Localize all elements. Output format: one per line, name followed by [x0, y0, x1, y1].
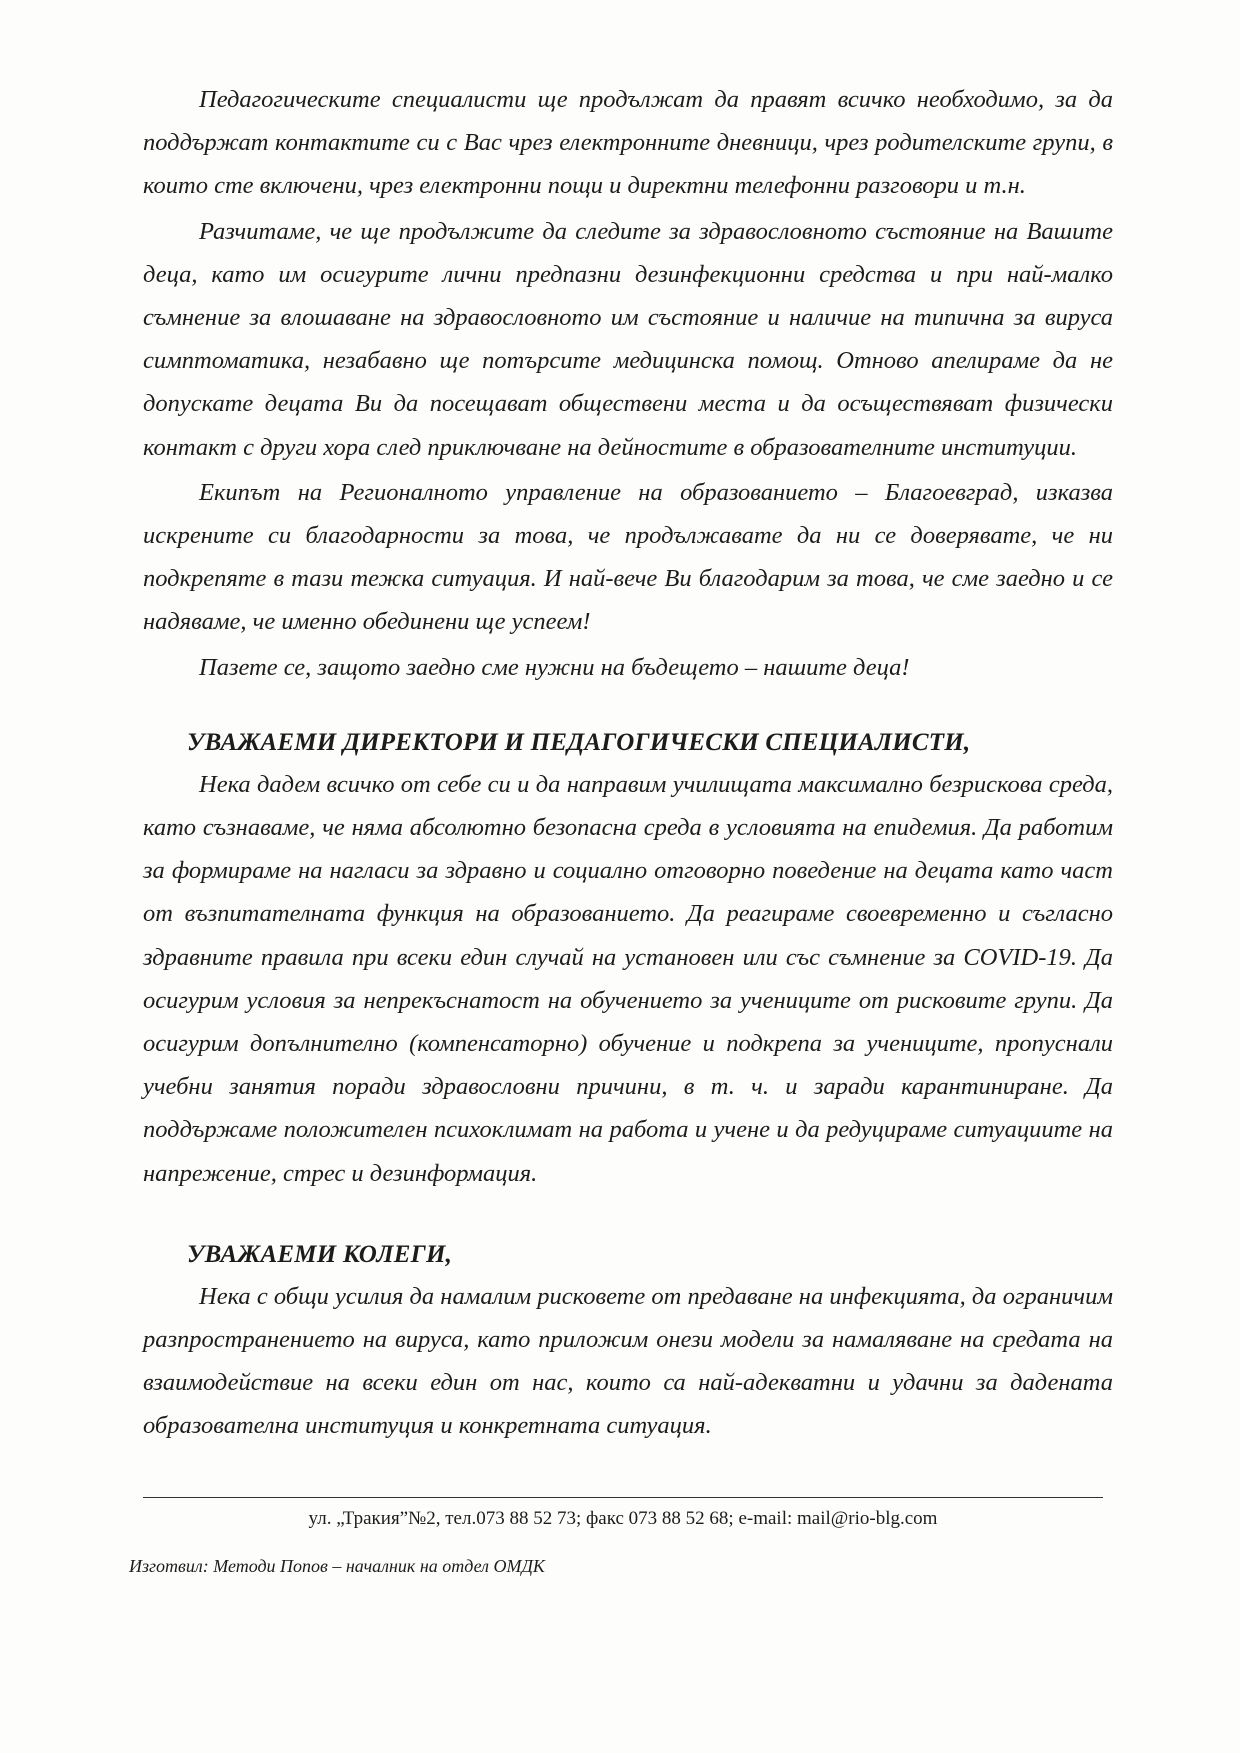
page-footer: [143, 1497, 1103, 1532]
heading-directors: УВАЖАЕМИ ДИРЕКТОРИ И ПЕДАГОГИЧЕСКИ СПЕЦИАЛИСТИ,: [187, 728, 971, 756]
paragraph-closing-wish: Пазете се, защото заедно сме нужни на бъдещето – нашите деца!: [199, 653, 910, 681]
paragraph-teachers-contact: Педагогическите специалисти ще продължат да правят всичко необходимо, за да поддържат контактите си с Вас чрез електронните дневници, чрез родителските групи, в които сте включени, чрез електронни пощи и директни телефонни разговори и т.н.: [143, 86, 1113, 200]
paragraph-gratitude: Екипът на Регионалното управление на образованието – Благоевград, изказва искрените си благодарности за това, че продължавате да ни се доверявате, че ни подкрепяте в тази тежка ситуация. И най-вече Ви благодарим за това, че сме заедно и се надяваме, че именно обединени ще успеем!: [143, 478, 1113, 636]
footer-address: ул. „Тракия”№2, тел.073 88 52 73; факс 073 88 52 68; e-mail: mail@rio-blg.com: [308, 1508, 938, 1529]
footer-divider: [143, 1497, 1103, 1498]
heading-colleagues: УВАЖАЕМИ КОЛЕГИ,: [187, 1240, 453, 1268]
paragraph-colleagues: Нека с общи усилия да намалим рисковете от предаване на инфекцията, да ограничим разпространението на вируса, като приложим онези модели за намаляване на средата на взаимодействие на всеки един от нас, които са най-адекватни и удачни за дадената образователна институция и конкретната ситуация.: [143, 1282, 1113, 1440]
prepared-by-note: Изготвил: Методи Попов – началник на отдел ОМДК: [129, 1556, 545, 1576]
paragraph-health-monitoring: Разчитаме, че ще продължите да следите за здравословното състояние на Вашите деца, като им осигурите лични предпазни дезинфекционни средства и при най-малко съмнение за влошаване на здравословното им състояние и наличие на типична за вируса симптоматика, незабавно ще потърсите медицинска помощ. Отново апелираме да не допускате децата Ви да посещават обществени места и да осъществяват физически контакт с други хора след приключване на дейностите в образователните институции.: [143, 217, 1113, 461]
paragraph-directors: Нека дадем всичко от себе си и да направим училищата максимално безрискова среда, като съзнаваме, че няма абсолютно безопасна среда в условията на епидемия. Да работим за формираме на нагласи за здравно и социално отговорно поведение на децата като част от възпитателната функция на образованието. Да реагираме своевременно и съгласно здравните правила при всеки един случай на установен или със съмнение за COVID-19. Да осигурим условия за непрекъснатост на обучението за учениците от рисковите групи. Да осигурим допълнително (компенсаторно) обучение и подкрепа за учениците, пропуснали учебни занятия поради здравословни причини, в т. ч. и заради карантиниране. Да поддържаме положителен психоклимат на работа и учене и да редуцираме ситуациите на напрежение, стрес и дезинформация.: [143, 770, 1113, 1187]
letter-body: [143, 78, 1113, 1448]
